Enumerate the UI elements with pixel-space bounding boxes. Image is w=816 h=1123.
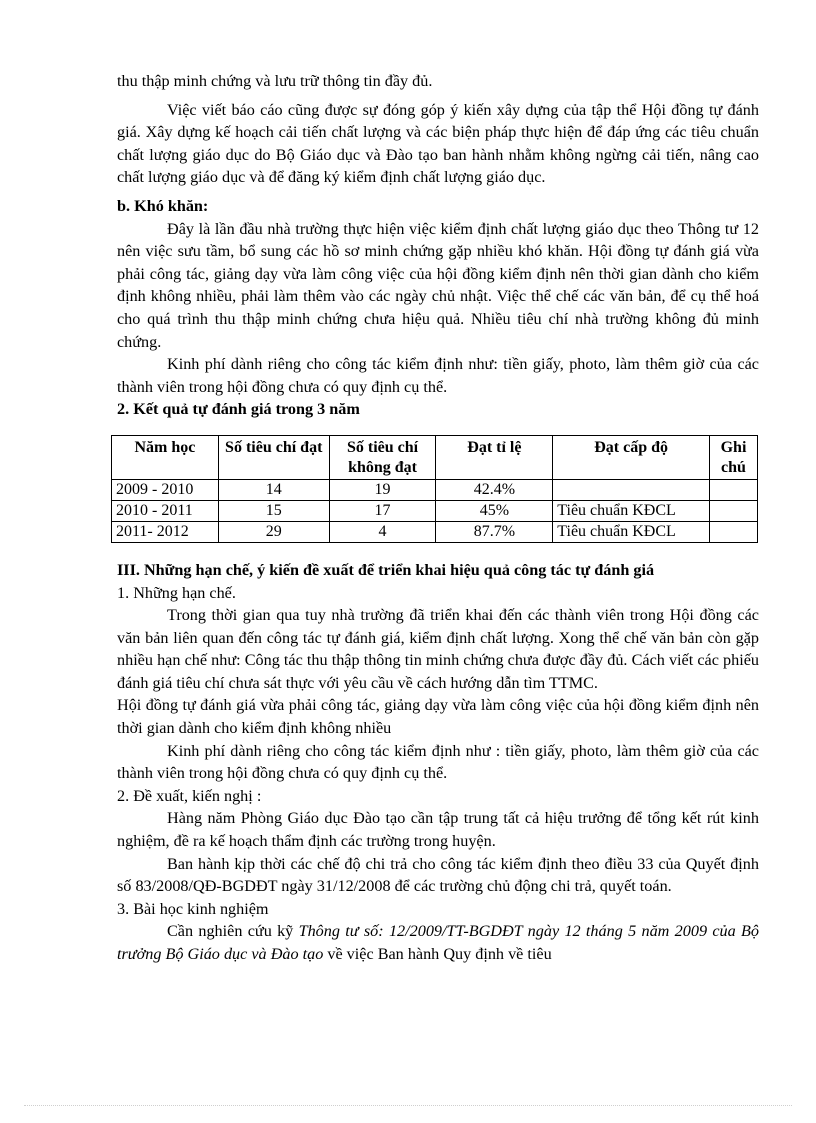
table-cell: 14	[218, 479, 329, 500]
table-cell	[710, 479, 758, 500]
table-header-cell: Đạt tỉ lệ	[436, 435, 553, 479]
table-cell	[710, 500, 758, 521]
table-cell: 19	[329, 479, 436, 500]
table-cell: Tiêu chuẩn KĐCL	[553, 521, 710, 542]
paragraph: Việc viết báo cáo cũng được sự đóng góp ý kiến xây dựng của tập thể Hội đồng tự đánh giá. Xây dựng kế hoạch cải tiến chất lượng và các biện pháp thực hiện để đáp ứng các tiêu chuẩn chất lượng giáo dục do Bộ Giáo dục và Đào tạo ban hành nhằm không ngừng cải tiến, nâng cao chất lượng giáo dục và để đăng ký kiểm định chất lượng giáo dục.	[117, 100, 759, 187]
table-cell: 4	[329, 521, 436, 542]
paragraph: Kinh phí dành riêng cho công tác kiểm định như: tiền giấy, photo, làm thêm giờ của các thành viên trong hội đồng chưa có quy định cụ thể.	[117, 355, 759, 396]
paragraph: Kinh phí dành riêng cho công tác kiểm định như : tiền giấy, photo, làm thêm giờ của các thành viên trong hội đồng chưa có quy định cụ thể.	[117, 741, 759, 783]
paragraph: thu thập minh chứng và lưu trữ thông tin đầy đủ.	[117, 72, 433, 90]
table-cell: 2009 - 2010	[112, 479, 219, 500]
paragraph: Hội đồng tự đánh giá vừa phải công tác, giảng dạy vừa làm công việc của hội đồng kiểm định nên thời gian dành cho kiểm định không nhiều	[117, 696, 759, 738]
table-cell: 17	[329, 500, 436, 521]
circular-reference: Thông tư số: 12/2009/TT-BGDĐT ngày 12 tháng 5 năm 2009 của Bộ trưởng Bộ Giáo dục và Đào tạo	[117, 922, 760, 963]
subheading-1: 1. Những hạn chế.	[117, 583, 236, 602]
table-row	[112, 521, 758, 542]
table-cell: 42.4%	[436, 479, 553, 500]
document-page	[117, 70, 759, 966]
paragraph: Trong thời gian qua tuy nhà trường đã triển khai đến các thành viên trong Hội đồng các văn bản liên quan đến công tác tự đánh giá, kiểm định chất lượng. Xong thể chế văn bản còn gặp nhiều hạn chế như: Công tác thu thập thông tin minh chứng chưa được đầy đủ. Cách viết các phiếu đánh giá tiêu chí chưa sát thực với yêu cầu về cách hướng dẫn tìm TTMC.	[117, 606, 759, 692]
subheading-2: 2. Đề xuất, kiến nghị :	[117, 786, 262, 805]
table-cell: 2011- 2012	[112, 521, 219, 542]
table-header-cell: Năm học	[112, 435, 219, 479]
table-header-cell: Số tiêu chí đạt	[218, 435, 329, 479]
page-footer-divider	[24, 1105, 792, 1106]
table-cell: 45%	[436, 500, 553, 521]
table-cell	[710, 521, 758, 542]
text-run: về việc Ban hành Quy định về tiêu	[323, 945, 552, 963]
table-cell: Tiêu chuẩn KĐCL	[553, 500, 710, 521]
results-table	[111, 435, 758, 543]
paragraph: Hàng năm Phòng Giáo dục Đào tạo cần tập trung tất cả hiệu trưởng để tổng kết rút kinh nghiệm, đề ra kế hoạch thẩm định các trường trong huyện.	[117, 809, 759, 851]
table-header-cell: Số tiêu chí không đạt	[329, 435, 436, 479]
table-cell: 87.7%	[436, 521, 553, 542]
table-cell	[553, 479, 710, 500]
table-row	[112, 500, 758, 521]
table-cell: 29	[218, 521, 329, 542]
text-run: Cần nghiên cứu kỹ	[167, 922, 299, 941]
table-header-cell: Đạt cấp độ	[553, 435, 710, 479]
table-row	[112, 479, 758, 500]
table-cell: 15	[218, 500, 329, 521]
subheading-3: 3. Bài học kinh nghiệm	[117, 899, 269, 918]
table-header-cell: Ghi chú	[710, 435, 758, 479]
paragraph: Đây là lần đầu nhà trường thực hiện việc kiểm định chất lượng giáo dục theo Thông tư 12 nên việc sưu tầm, bổ sung các hồ sơ minh chứng gặp nhiều khó khăn. Hội đồng tự đánh giá vừa phải công tác, giảng dạy vừa làm công việc của hội đồng kiểm định nên thời gian dành cho kiểm định không nhiều, phải làm thêm vào các ngày chủ nhật. Việc thể chế các văn bản, để cụ thể hoá cho quá trình thu thập minh chứng chưa hiệu quả. Nhiều tiêu chí nhà trường không đủ minh chứng.	[117, 219, 759, 351]
table-cell: 2010 - 2011	[112, 500, 219, 521]
table-header-row	[112, 435, 758, 479]
section-heading-III: III. Những hạn chế, ý kiến đề xuất để triển khai hiệu quả công tác tự đánh giá	[117, 560, 655, 579]
section-heading-kho-khan: b. Khó khăn:	[117, 196, 209, 215]
paragraph: Ban hành kịp thời các chế độ chi trả cho công tác kiểm định theo điều 33 của Quyết định số 83/2008/QĐ-BGDĐT ngày 31/12/2008 để các trường chủ động chi trả, quyết toán.	[117, 854, 759, 896]
section-heading-ket-qua: 2. Kết quả tự đánh giá trong 3 năm	[117, 400, 360, 419]
paragraph	[117, 920, 759, 965]
